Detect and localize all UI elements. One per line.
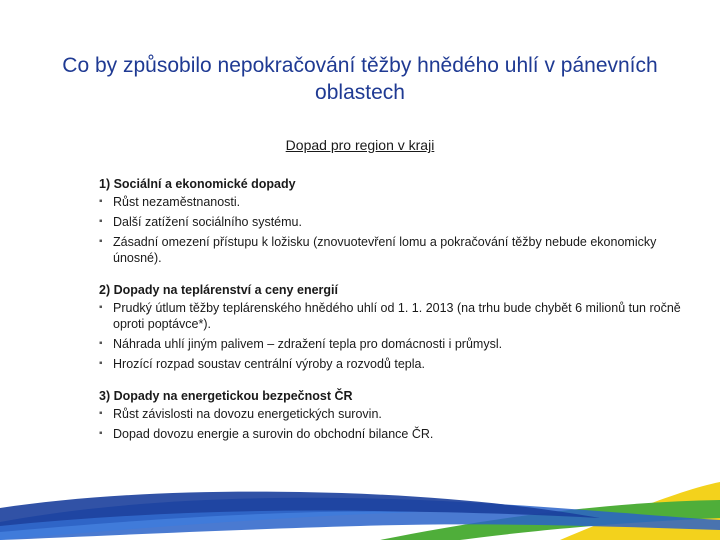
decorative-waves bbox=[0, 460, 720, 540]
list-item bbox=[99, 234, 699, 266]
list-item bbox=[99, 300, 699, 332]
slide-title: Co by způsobilo nepokračování těžby hnědého uhlí v pánevních oblastech bbox=[62, 54, 658, 104]
slide-subtitle: Dopad pro region v kraji bbox=[285, 137, 435, 153]
section-social-economic bbox=[99, 176, 699, 266]
list-item bbox=[99, 194, 699, 210]
bullet-icon: ▪ bbox=[99, 302, 103, 313]
bullet-icon: ▪ bbox=[99, 196, 103, 207]
list-item bbox=[99, 406, 699, 422]
list-item bbox=[99, 356, 699, 372]
bullet-icon: ▪ bbox=[99, 236, 103, 247]
bullet-list bbox=[99, 406, 699, 442]
list-item-text: Náhrada uhlí jiným palivem – zdražení tepla pro domácnosti i průmysl. bbox=[113, 337, 503, 351]
bullet-icon: ▪ bbox=[99, 358, 103, 369]
section-heading: 3) Dopady na energetickou bezpečnost ČR bbox=[99, 389, 353, 403]
bullet-icon: ▪ bbox=[99, 408, 103, 419]
section-heading: 2) Dopady na teplárenství a ceny energií bbox=[99, 283, 338, 297]
list-item-text: Růst nezaměstnanosti. bbox=[113, 195, 241, 209]
list-item-text: Další zatížení sociálního systému. bbox=[113, 215, 302, 229]
content-area bbox=[99, 176, 699, 458]
bullet-icon: ▪ bbox=[99, 338, 103, 349]
bullet-list bbox=[99, 300, 699, 372]
bullet-list bbox=[99, 194, 699, 266]
bullet-icon: ▪ bbox=[99, 428, 103, 439]
list-item-text: Růst závislosti na dovozu energetických surovin. bbox=[113, 407, 382, 421]
section-heading: 1) Sociální a ekonomické dopady bbox=[99, 177, 296, 191]
list-item-text: Prudký útlum těžby teplárenského hnědého uhlí od 1. 1. 2013 (na trhu bude chybět 6 milionů tun ročně oproti poptávce*). bbox=[113, 301, 681, 331]
bullet-icon: ▪ bbox=[99, 216, 103, 227]
list-item bbox=[99, 426, 699, 442]
list-item-text: Dopad dovozu energie a surovin do obchodní bilance ČR. bbox=[113, 427, 434, 441]
list-item bbox=[99, 336, 699, 352]
section-energy-security bbox=[99, 388, 699, 442]
section-heating-energy-prices bbox=[99, 282, 699, 372]
list-item-text: Zásadní omezení přístupu k ložisku (znovuotevření lomu a pokračování těžby nebude ekonomicky únosné). bbox=[113, 235, 657, 265]
list-item bbox=[99, 214, 699, 230]
list-item-text: Hrozící rozpad soustav centrální výroby a rozvodů tepla. bbox=[113, 357, 425, 371]
